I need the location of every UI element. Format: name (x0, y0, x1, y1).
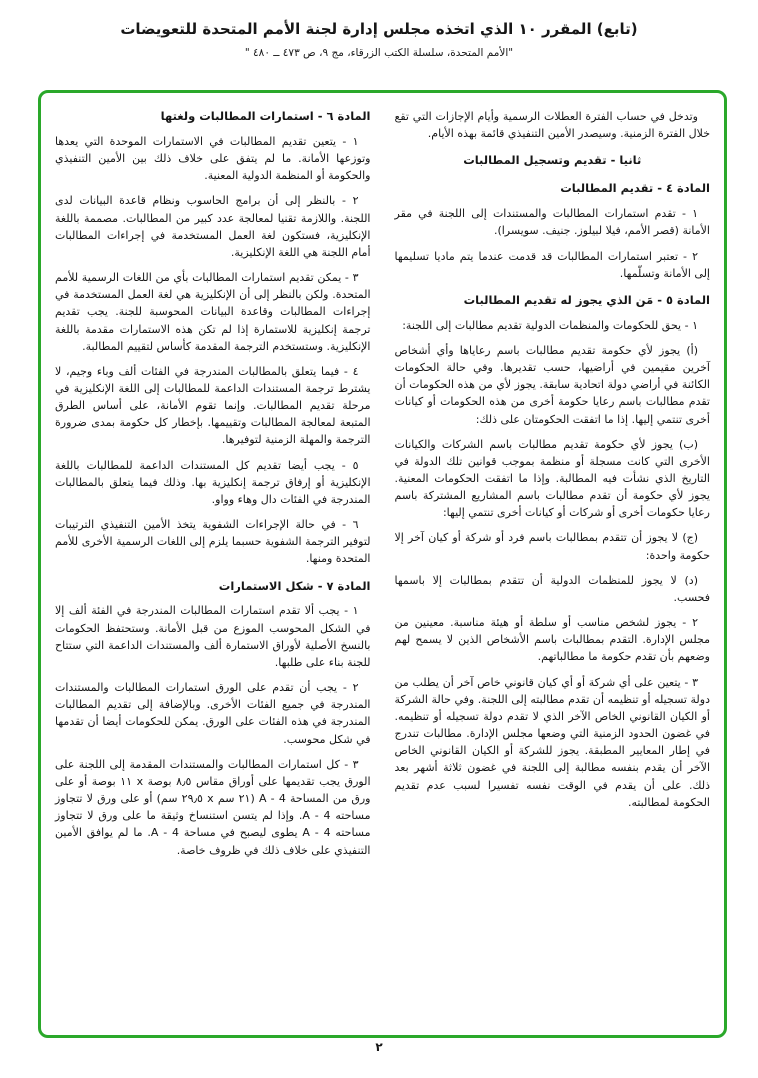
article-5-para-3: ٣ - يتعين على أي شركة أو أي كيان قانوني خاص آخر أن يطلب من دولة تسجيله أو تنظيمه أن تقدم مطالبته إلى اللجنة. وفي حالة الشركة أو الكيان القانوني الخاص الآخر الذي لا تقدم دولة تسجيله أو تنظيمه. في غضون الحدود الزمنية التي وضعها مجلس الإدارة. مطالبات تندرج في إطار المعايير المطبقة. يجوز للشركة أو الكيان القانوني الخاص الآخر أن يقدم بنفسه مطالبة إلى اللجنة في غضون ثلاثة أشهر بعد ذلك. على أن يقدم في الوقت نفسه تفسيرا لسبب عدم تقديم الحكومة لمطالبته. (394, 675, 710, 809)
article-6-heading: المادة ٦ - استمارات المطالبات ولغتها (160, 109, 371, 123)
article-7-para-2: ٢ - يجب أن تقدم على الورق استمارات المطالبات والمستندات المندرجة في جميع الفئات الأخرى. وبالإضافة إلى تقديم المطالبات المندرجة في هذه الفئات على الورق. يمكن للحكومات أيضا أن تقدمها في شكل محوسب. (55, 681, 371, 746)
article-5-para-2: ٢ - يجوز لشخص مناسب أو سلطة أو هيئة مناسبة. معينين من مجلس الإدارة. التقدم بمطالبات باسم الأشخاص الذين لا يسمح لهم وضعهم بأن تقدم حكومة ما مطالباتهم. (394, 616, 710, 664)
article-6-para-1: ١ - يتعين تقديم المطالبات في الاستمارات الموحدة التي يعدها وتوزعها الأمانة. ما لم يتفق على خلاف ذلك بين الأمين التنفيذي والحكومة أو المنظمة الدولية المعنية. (55, 134, 371, 183)
column-left (55, 108, 371, 1023)
continuation-paragraph: وتدخل في حساب الفترة العطلات الرسمية وأيام الإجازات التي تقع خلال الفترة الزمنية. وسيصدر الأمين التنفيذي قائمة بهذه الأيام. (394, 110, 710, 141)
article-5-heading: المادة ٥ - مَن الذي يجوز له تقديم المطالبات (463, 292, 710, 307)
two-column-layout (55, 108, 710, 1023)
article-6-para-3: ٣ - يمكن تقديم استمارات المطالبات بأي من اللغات الرسمية للأمم المتحدة. ولكن بالنظر إلى أن الإنكليزية هي لغة العمل المستخدمة في إجراءات المطالبات وقاعدة البيانات المحوسبة للجنة. يجب تقديم ترجمة إنكليزية للاستمارة إذا لم تكن هذه الاستمارات مقدمة باللغة الإنكليزية. وستستخدم الترجمة المقدمة كأساس لتقييم المطالبة. (55, 271, 371, 353)
article-4-para-1: ١ - تقدم استمارات المطالبات والمستندات إلى اللجنة في مقر الأمانة (قصر الأمم، فيلا لبيلوز. جنيف. سويسرا). (394, 207, 710, 238)
article-5-item-d: (د) لا يجوز للمنظمات الدولية أن تتقدم بمطالبات إلا باسمها فحسب. (394, 573, 710, 604)
document-title: (تابع) المقرر ١٠ الذي اتخذه مجلس إدارة لجنة الأمم المتحدة للتعويضات (120, 20, 638, 38)
article-5-para-1: ١ - يحق للحكومات والمنظمات الدولية تقديم مطالبات إلى اللجنة: (402, 318, 698, 332)
article-5-item-b: (ب) يجوز لأي حكومة تقديم مطالبات باسم الشركات والكيانات الأخرى التي كانت مسجلة أو منظمة بموجب قوانين تلك الدولة في التاريخ الذي نشأت فيه المطالبة. وإذا ما اتفقت الحكومات المعنية. يجوز لأي حكومة أن تقدم مطالبات باسم المشاريع المشتركة باسم رعايا حكومات أخرى أو شركات أو كيانات أخرى تنتمي إليها: (394, 437, 710, 520)
column-right (395, 108, 711, 1023)
article-7-heading: المادة ٧ - شكل الاستمارات (218, 578, 371, 593)
article-4-para-2: ٢ - تعتبر استمارات المطالبات قد قدمت عندما يتم ماديا تسليمها إلى الأمانة وتسلّمها. (394, 249, 710, 280)
article-7-para-3: ٣ - كل استمارات المطالبات والمستندات المقدمة إلى اللجنة على الورق يجب تقديمها على أوراق مقاس ٨٫٥ بوصة x ١١ بوصة أو على ورق من المساحة A - 4 (٢١ سم x ٢٩٫٥ سم) أو على ورق لا تتجاوز مساحته A - 4. وإذا لم يتسن استنساخ وثيقة ما على ورق لا تتجاوز مساحته A - 4 يطوى ليصبح في مساحة A - 4. ما لم يوافق الأمين التنفيذي على خلاف ذلك في ظروف خاصة. (55, 757, 371, 857)
article-7-para-1: ١ - يجب ألا تقدم استمارات المطالبات المندرجة في الفئة ألف إلا في الشكل المحوسب الموزع من قبل الأمانة. وستحتفظ الحكومات بالنسخ الأصلية لأوراق الاستمارة ألف والمستندات الداعمة التي ستتاح للجنة بناء على طلبها. (55, 604, 371, 669)
article-5-item-c: (ج) لا يجوز أن تتقدم بمطالبات باسم فرد أو شركة أو كيان آخر إلا حكومة واحدة: (394, 531, 710, 562)
article-6-para-2: ٢ - بالنظر إلى أن برامج الحاسوب ونظام قاعدة البيانات لدى اللجنة. واللازمة تقنيا لمعالجة عدد كبير من المطالبات. مصممة باللغة الإنكليزية، فستكون لغة العمل المستخدمة في إجراءات المطالبات أمام اللجنة هي اللغة الإنكليزية. (55, 194, 371, 259)
article-6-para-5: ٥ - يجب أيضا تقديم كل المستندات الداعمة للمطالبات باللغة الإنكليزية أو إرفاق ترجمة إنكليزية بها. وذلك فيما يتعلق بالمطالبات المندرجة في الفئات دال وهاء وواو. (55, 458, 371, 506)
article-4-heading: المادة ٤ - تقديم المطالبات (560, 181, 710, 196)
content-border-box (38, 90, 727, 1038)
article-6-para-4: ٤ - فيما يتعلق بالمطالبات المندرجة في الفئات ألف وباء وجيم، لا يشترط ترجمة المستندات الداعمة للمطالبات إلى اللغة الإنكليزية في مرحلة تقديم المطالبات. وإنما تقوم الأمانة، على أساس الطرق المتبعة لمعالجة المطالبات وتقييمها. بإخطار كل حكومة بمدى ضرورة الترجمة والمهلة الزمنية لتوفيرها. (55, 364, 371, 447)
section-heading-part-two: ثانيا - تقديم وتسجيل المطالبات (463, 153, 642, 168)
article-5-item-a: (أ) يجوز لأي حكومة تقديم مطالبات باسم رعاياها وأي أشخاص آخرين مقيمين في أراضيها، حسب تقديرها. وفي حالة الحكومات الكائنة في أراضي دولة اتحادية سابقة. يجوز لأي من هذه الحكومات أن تقدم مطالبات باسم رعايا حكومة أخرى من هذه الحكومات أو كيانات أخرى تنتمي إليها. إذا ما اتفقت الحكومتان على ذلك: (394, 343, 710, 426)
page-number: ٢ (375, 1040, 383, 1054)
article-6-para-6: ٦ - في حالة الإجراءات الشفوية يتخذ الأمين التنفيذي الترتيبات لتوفير الترجمة الشفوية حسبما يلزم إلى اللغات الرسمية الأخرى للأمم المتحدة ومنها. (55, 518, 371, 566)
document-subtitle: "الأمم المتحدة، سلسلة الكتب الزرقاء، مج ٩، ص ٤٧٣ ــ ٤٨٠ " (244, 47, 514, 59)
document-header (0, 19, 758, 59)
